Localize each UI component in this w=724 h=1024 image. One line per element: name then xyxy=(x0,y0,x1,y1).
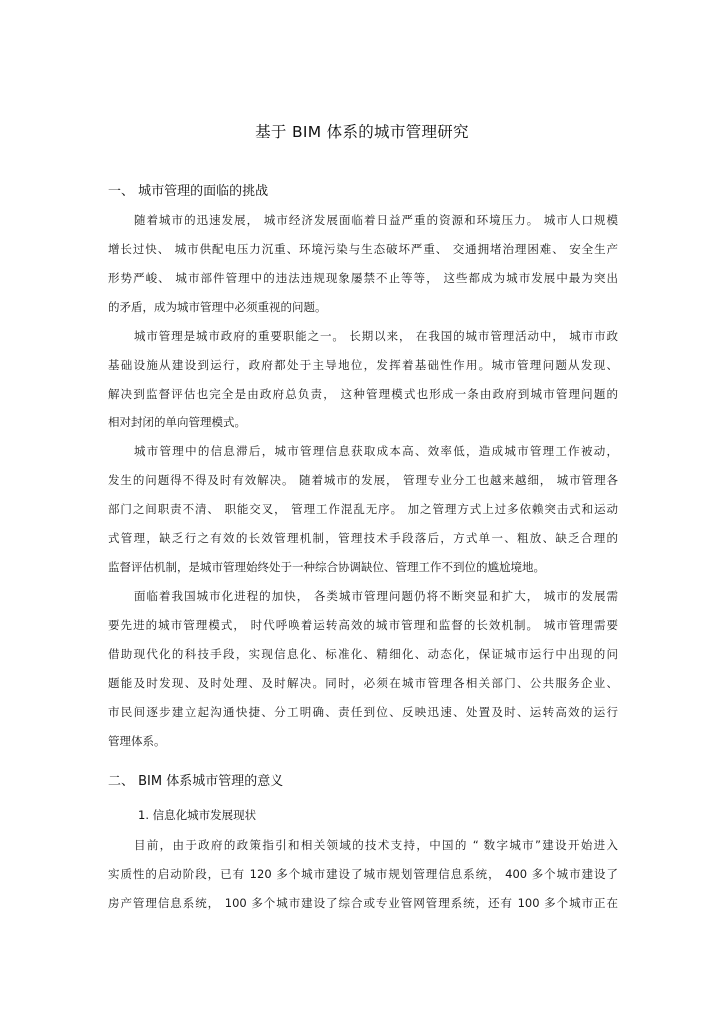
paragraph-line: 借助现代化的科技手段，实现信息化、标准化、精细化、动态化，保证城市运行中出现的问 xyxy=(108,647,618,661)
paragraph-line: 城市管理中的信息滞后，城市管理信息获取成本高、效率低，造成城市管理工作被动， xyxy=(134,444,618,458)
paragraph-line: 面临着我国城市化进程的加快， 各类城市管理问题仍将不断突显和扩大， 城市的发展需 xyxy=(134,589,618,603)
paragraph-line: 题能及时发现、及时处理、及时解决。同时，必须在城市管理各相关部门、公共服务企业、 xyxy=(108,676,618,690)
paragraph-line: 管理体系。 xyxy=(108,734,166,748)
document-title: 基于 BIM 体系的城市管理研究 xyxy=(255,123,469,141)
paragraph-line: 市民间逐步建立起沟通快捷、分工明确、责任到位、反映迅速、处置及时、运转高效的运行 xyxy=(108,705,618,719)
paragraph-line: 城市管理是城市政府的重要职能之一。 长期以来， 在我国的城市管理活动中， 城市市政 xyxy=(134,329,618,343)
paragraph-line: 解决到监督评估也完全是由政府总负责， 这种管理模式也形成一条由政府到城市管理问题的 xyxy=(108,387,618,401)
section-2-heading: 二、 BIM 体系城市管理的意义 xyxy=(108,774,284,789)
paragraph-line: 式管理，缺乏行之有效的长效管理机制，管理技术手段落后，方式单一、粗放、缺乏合理的 xyxy=(108,531,618,545)
paragraph-line: 房产管理信息系统， 100 多个城市建设了综合或专业管网管理系统，还有 100 多个城市正在 xyxy=(108,896,618,910)
paragraph-line: 随着城市的迅速发展， 城市经济发展面临着日益严重的资源和环境压力。 城市人口规模 xyxy=(134,213,618,227)
paragraph-line: 目前，由于政府的政策指引和相关领域的技术支持，中国的 “ 数字城市”建设开始进入 xyxy=(134,838,618,852)
paragraph-line: 增长过快、 城市供配电压力沉重、环境污染与生态破坏严重、 交通拥堵治理困难、 安全生产 xyxy=(108,242,618,256)
paragraph-line: 相对封闭的单向管理模式。 xyxy=(108,415,246,429)
subsection-heading: 1. 信息化城市发展现状 xyxy=(138,808,257,822)
paragraph-line: 监督评估机制，是城市管理始终处于一种综合协调缺位、管理工作不到位的尴尬境地。 xyxy=(108,560,545,574)
paragraph-line: 实质性的启动阶段，已有 120 多个城市建设了城市规划管理信息系统， 400 多个城市建设了 xyxy=(108,867,618,881)
section-1-heading: 一、 城市管理的面临的挑战 xyxy=(108,184,269,199)
paragraph-line: 形势严峻、 城市部件管理中的违法违规现象屡禁不止等等， 这些都成为城市发展中最为突出 xyxy=(108,271,618,285)
paragraph-line: 要先进的城市管理模式， 时代呼唤着运转高效的城市管理和监督的长效机制。 城市管理需要 xyxy=(108,618,618,632)
paragraph-line: 基础设施从建设到运行，政府都处于主导地位，发挥着基础性作用。城市管理问题从发现、 xyxy=(108,358,618,372)
paragraph-line: 的矛盾，成为城市管理中必须重视的问题。 xyxy=(108,300,327,314)
paragraph-line: 发生的问题得不得及时有效解决。 随着城市的发展， 管理专业分工也越来越细， 城市管理各 xyxy=(108,473,618,487)
paragraph-line: 部门之间职责不清、 职能交叉， 管理工作混乱无序。 加之管理方式上过多依赖突击式和运动 xyxy=(108,502,618,516)
